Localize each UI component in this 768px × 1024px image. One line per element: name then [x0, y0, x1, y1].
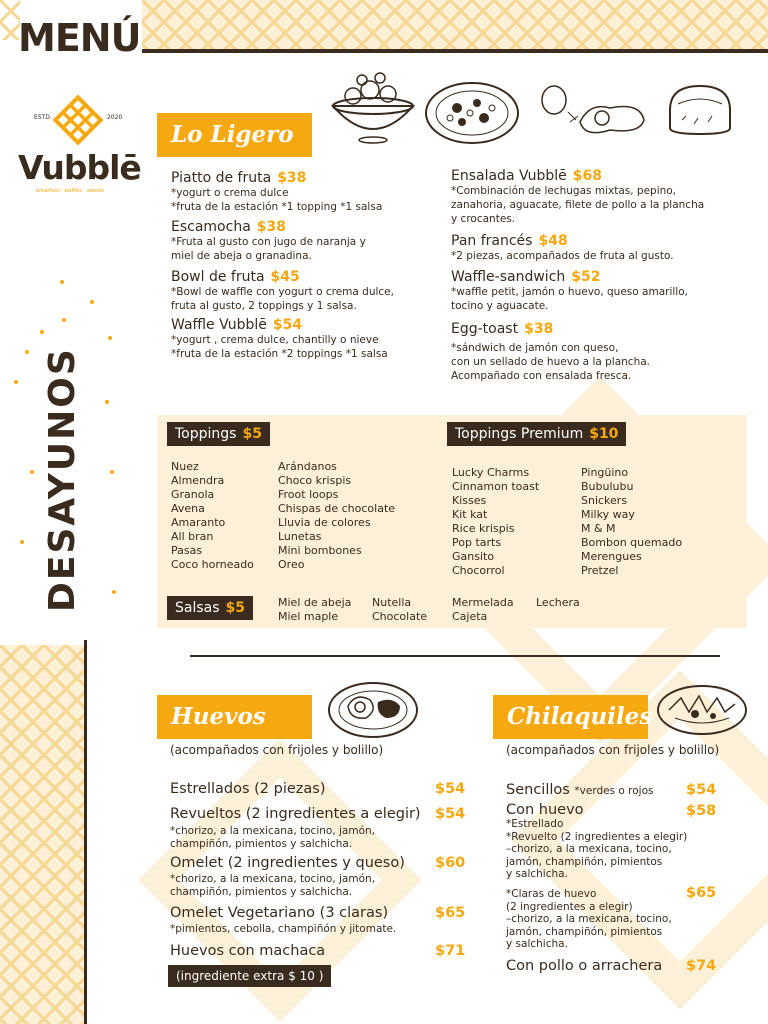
list-item: Lluvia de colores — [278, 516, 371, 529]
brand-tagline: breakfast · waffles · sweets — [36, 188, 105, 194]
menu-item-name: Omelet (2 ingredientes y queso) — [170, 855, 405, 871]
menu-item-price: $54 — [686, 782, 717, 798]
title-rule — [142, 49, 768, 53]
list-item: Chispas de chocolate — [278, 502, 396, 515]
chilaquiles-plate-illustration — [655, 682, 750, 737]
menu-item-name: Waffle Vubblē $54 — [171, 317, 303, 333]
menu-item-price: $58 — [686, 803, 717, 819]
salsas-list-1 — [278, 596, 351, 624]
list-item: Mermelada — [452, 596, 514, 609]
deco-dot — [110, 470, 114, 474]
list-item: Miel maple — [278, 610, 339, 623]
toppings-premium-label: Toppings Premium $10 — [447, 422, 626, 446]
list-item: Lucky Charms — [452, 466, 530, 479]
list-item: Amaranto — [171, 516, 226, 529]
menu-item-name: Escamocha $38 — [171, 219, 287, 235]
menu-item-desc: *Estrellado *Revuelto (2 ingredientes a elegir) –chorizo, a la mexicana, tocino, jamón, champiñón, pimientos y salchicha. — [506, 818, 688, 880]
menu-item-name: Omelet Vegetariano (3 claras) — [170, 905, 389, 921]
menu-item-desc: *sándwich de jamón con queso, con un sellado de huevo a la plancha. Acompañado con ensalada fresca. — [451, 342, 651, 382]
extra-ingredient-note: (ingrediente extra $ 10 ) — [168, 965, 331, 987]
list-item: Bombon quemado — [581, 536, 683, 549]
huevos-subtitle: (acompañados con frijoles y bolillo) — [170, 743, 384, 757]
salsas-list-2 — [372, 596, 427, 624]
huevos-title: Huevos — [157, 695, 312, 739]
list-item: Pingüino — [581, 466, 629, 479]
menu-item-name: Piatto de fruta $38 — [171, 170, 307, 186]
list-item: Lechera — [536, 596, 580, 609]
deco-dot — [40, 330, 44, 334]
list-item: Nutella — [372, 596, 412, 609]
menu-item-desc: *Fruta al gusto con jugo de naranja y miel de abeja o granadina. — [171, 236, 366, 262]
list-item: M & M — [581, 522, 616, 535]
menu-item-name: Bowl de fruta $45 — [171, 269, 300, 285]
menu-item-name: Egg-toast $38 — [451, 321, 554, 337]
deco-dot — [30, 470, 34, 474]
deco-dot — [90, 300, 94, 304]
list-item: Rice krispis — [452, 522, 515, 535]
list-item: Oreo — [278, 558, 305, 571]
list-item: Cinnamon toast — [452, 480, 540, 493]
egg-illustration — [540, 82, 650, 142]
toppings-premium-list-2 — [581, 466, 682, 578]
menu-item-desc: *pimientos, cebolla, champiñón y jitomate. — [170, 923, 397, 935]
menu-item-name: Con huevo — [506, 802, 584, 818]
salsas-list-4 — [536, 596, 580, 610]
list-item: Chocorrol — [452, 564, 505, 577]
logo-pattern — [0, 0, 20, 40]
chilaquiles-subtitle: (acompañados con frijoles y bolillo) — [506, 743, 720, 757]
toppings-label: Toppings $5 — [167, 422, 270, 446]
menu-item-name: Estrellados (2 piezas) — [170, 781, 326, 797]
brand-name: Vubblē — [18, 148, 141, 187]
list-item: Arándanos — [278, 460, 337, 473]
menu-item-desc: *2 piezas, acompañados de fruta al gusto. — [451, 250, 674, 262]
menu-item-price: $71 — [435, 943, 466, 959]
salad-plate-illustration — [422, 78, 522, 148]
menu-item-name: Sencillos *verdes o rojos — [506, 782, 654, 798]
deco-dot — [25, 350, 29, 354]
list-item: Froot loops — [278, 488, 339, 501]
salsas-list-3 — [452, 596, 514, 624]
list-item: Coco horneado — [171, 558, 254, 571]
list-item: Bubulubu — [581, 480, 634, 493]
menu-item-name: Revueltos (2 ingredientes a elegir) — [170, 806, 421, 822]
list-item: Milky way — [581, 508, 635, 521]
list-item: Miel de abeja — [278, 596, 352, 609]
list-item: Snickers — [581, 494, 628, 507]
menu-item-name: Waffle-sandwich $52 — [451, 269, 601, 285]
deco-dot — [20, 540, 24, 544]
menu-item-desc: *yogurt o crema dulce *fruta de la estación *1 topping *1 salsa — [171, 187, 383, 213]
menu-item-desc: *Bowl de waffle con yogurt o crema dulce, fruta al gusto, 2 toppings y 1 salsa. — [171, 286, 394, 312]
menu-item-price: $60 — [435, 855, 466, 871]
list-item: Mini bombones — [278, 544, 362, 557]
salsas-label: Salsas $5 — [167, 596, 253, 620]
menu-item-price: $65 — [686, 885, 717, 901]
menu-item-desc: *yogurt , crema dulce, chantilly o nieve *fruta de la estación *2 toppings *1 salsa — [171, 334, 388, 360]
toppings-list-2 — [278, 460, 395, 572]
bread-illustration — [664, 80, 736, 140]
list-item: Granola — [171, 488, 215, 501]
toppings-list-1 — [171, 460, 254, 572]
brand-logo — [18, 90, 141, 200]
list-item: Almendra — [171, 474, 225, 487]
menu-item-name: Huevos con machaca — [170, 943, 326, 959]
menu-item-name: Ensalada Vubblē $68 — [451, 168, 602, 184]
list-item: Merengues — [581, 550, 642, 563]
deco-dot — [14, 380, 18, 384]
chilaquiles-title: Chilaquiles — [493, 695, 648, 739]
list-item: Kisses — [452, 494, 487, 507]
menu-item-price: $65 — [435, 905, 466, 921]
list-item: Avena — [171, 502, 205, 515]
fruit-bowl-illustration — [328, 72, 418, 147]
list-item: All bran — [171, 530, 214, 543]
list-item: Gansito — [452, 550, 495, 563]
menu-item-desc: *chorizo, a la mexicana, tocino, jamón, champiñón, pimientos y salchicha. — [170, 825, 375, 850]
menu-item-name: Pan francés $48 — [451, 233, 568, 249]
side-rule — [84, 640, 87, 1024]
menu-item-price: $54 — [435, 781, 466, 797]
eggs-plate-illustration — [326, 680, 421, 740]
header-pattern — [142, 0, 768, 49]
section-side-label: DESAYUNOS — [42, 347, 83, 612]
list-item: Nuez — [171, 460, 199, 473]
list-item: Pop tarts — [452, 536, 502, 549]
lo-ligero-title: Lo Ligero — [157, 113, 312, 157]
estd-label: ESTD. — [34, 114, 52, 121]
deco-dot — [108, 336, 112, 340]
section-divider — [190, 655, 720, 657]
list-item: Choco krispis — [278, 474, 352, 487]
list-item: Chocolate — [372, 610, 428, 623]
menu-item-price: $54 — [435, 806, 466, 822]
list-item: Kit kat — [452, 508, 488, 521]
menu-item-desc: *chorizo, a la mexicana, tocino, jamón, champiñón, pimientos y salchicha. — [170, 873, 375, 898]
deco-dot — [62, 318, 66, 322]
menu-item-price: $74 — [686, 958, 717, 974]
list-item: Lunetas — [278, 530, 322, 543]
menu-item-desc: *Claras de huevo (2 ingredientes a elegir) –chorizo, a la mexicana, tocino, jamón, champiñón, pimientos y salchicha. — [506, 888, 672, 950]
deco-dot — [105, 400, 109, 404]
deco-dot — [60, 280, 64, 284]
deco-dot — [112, 590, 116, 594]
page-title: MENÚ — [18, 16, 141, 60]
menu-item-name: Con pollo o arrachera — [506, 958, 663, 974]
left-pattern — [0, 645, 84, 1024]
menu-item-desc: *Combinación de lechugas mixtas, pepino, zanahoria, aguacate, filete de pollo a la plancha y crocantes. — [451, 185, 705, 225]
estd-year: 2020 — [107, 114, 123, 121]
list-item: Cajeta — [452, 610, 488, 623]
toppings-premium-list-1 — [452, 466, 539, 578]
list-item: Pretzel — [581, 564, 619, 577]
list-item: Pasas — [171, 544, 203, 557]
menu-item-desc: *waffle petit, jamón o huevo, queso amarillo, tocino y aguacate. — [451, 286, 688, 312]
